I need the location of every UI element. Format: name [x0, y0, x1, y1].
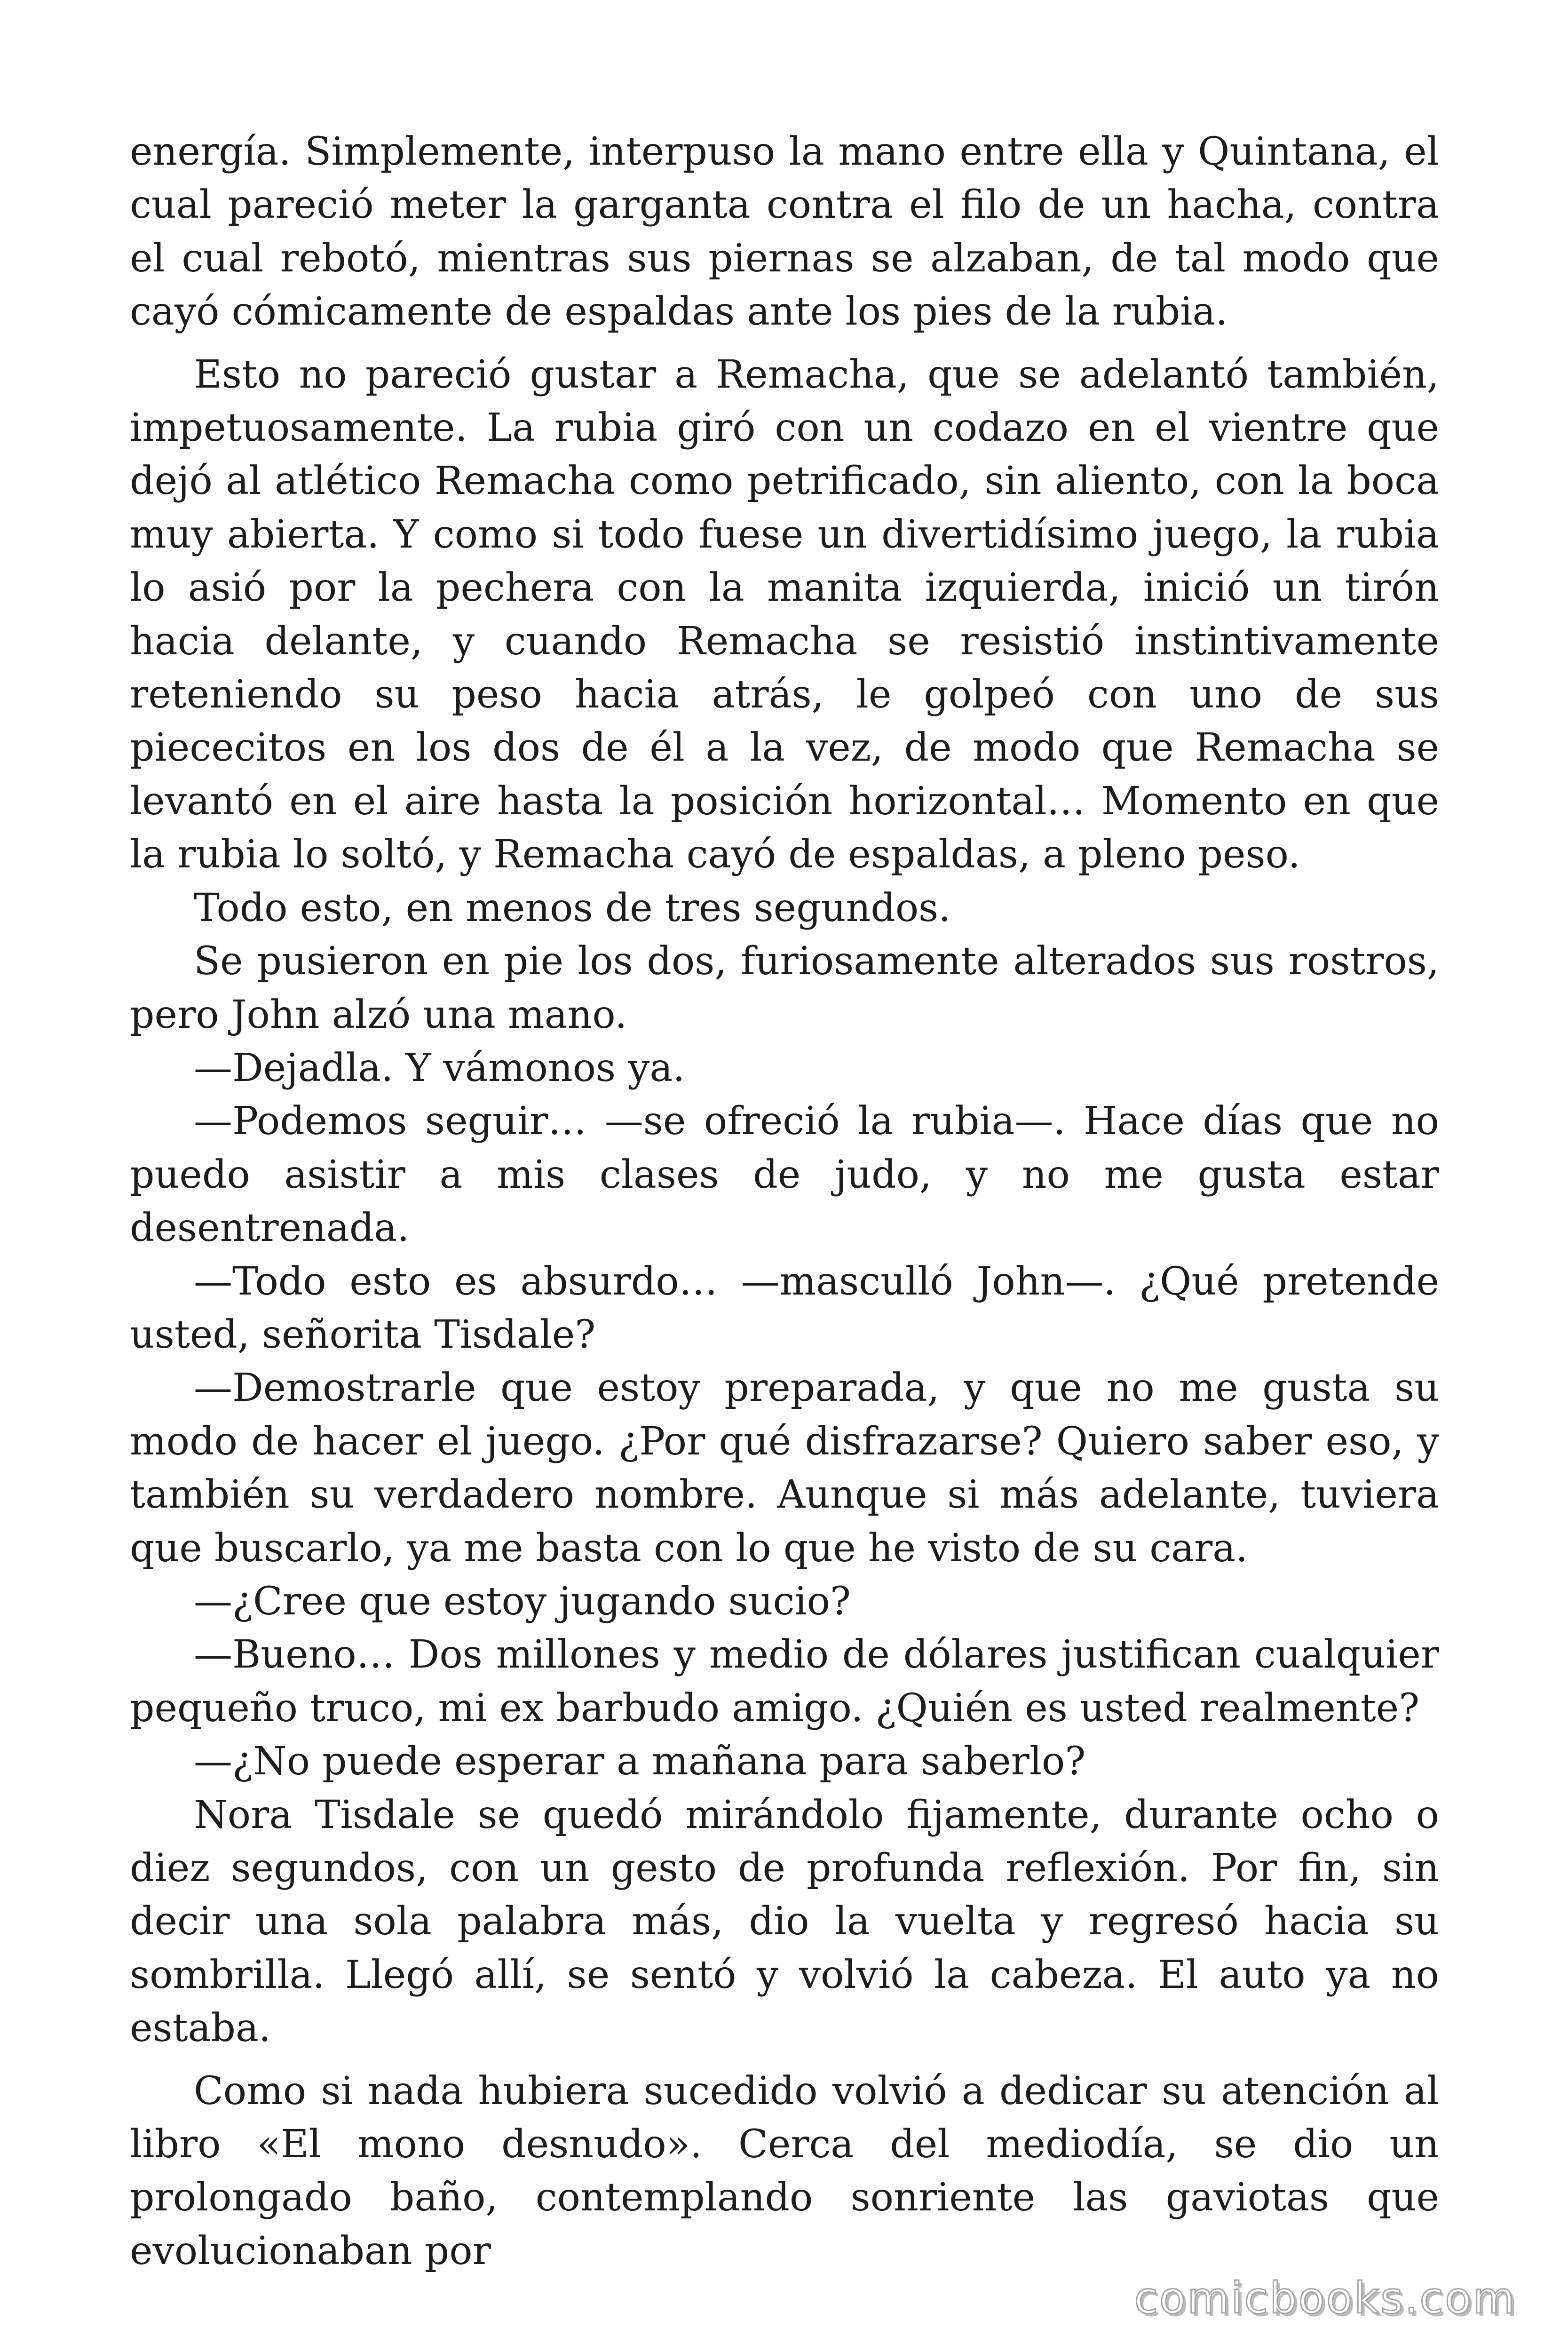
- paragraph: Se pusieron en pie los dos, furiosamente alterados sus rostros, pero John alzó una mano.: [130, 939, 1439, 1037]
- paragraph: Como si nada hubiera sucedido volvió a dedicar su atención al libro «El mono desnudo». Cerca del mediodía, se dio un prolongado baño, contemplando sonriente las gaviotas que evolucionaban por: [130, 2068, 1439, 2273]
- page-body: [130, 125, 1439, 2278]
- dialogue-line: —¿No puede esperar a mañana para saberlo?: [194, 1739, 1086, 1784]
- paragraph: energía. Simplemente, interpuso la mano entre ella y Quintana, el cual pareció meter la garganta contra el filo de un hacha, contra el cual rebotó, mientras sus piernas se alzaban, de tal modo que cayó cómicamente de espaldas ante los pies de la rubia.: [130, 129, 1439, 334]
- dialogue-line: —Todo esto es absurdo… —masculló John—. ¿Qué pretende usted, señorita Tisdale?: [130, 1259, 1439, 1357]
- paragraph: Nora Tisdale se quedó mirándolo fijamente, durante ocho o diez segundos, con un gesto de profunda reflexión. Por fin, sin decir una sola palabra más, dio la vuelta y regresó hacia su sombrilla. Llegó allí, se sentó y volvió la cabeza. El auto ya no estaba.: [130, 1792, 1439, 2051]
- dialogue-line: —Bueno… Dos millones y medio de dólares justifican cualquier pequeño truco, mi ex barbudo amigo. ¿Quién es usted realmente?: [130, 1632, 1439, 1731]
- dialogue-line: —Dejadla. Y vámonos ya.: [194, 1045, 685, 1090]
- paragraph: Esto no pareció gustar a Remacha, que se adelantó también, impetuosamente. La rubia giró con un codazo en el vientre que dejó al atlético Remacha como petrificado, sin aliento, con la boca muy abierta. Y como si todo fuese un divertidísimo juego, la rubia lo asió por la pechera con la manita izquierda, inició un tirón hacia delante, y cuando Remacha se resistió instintivamente reteniendo su peso hacia atrás, le golpeó con uno de sus piececitos en los dos de él a la vez, de modo que Remacha se levantó en el aire hasta la posición horizontal… Momento en que la rubia lo soltó, y Remacha cayó de espaldas, a pleno peso.: [130, 352, 1439, 877]
- dialogue-line: —Demostrarle que estoy preparada, y que no me gusta su modo de hacer el juego. ¿Por qué disfrazarse? Quiero saber eso, y también su verdadero nombre. Aunque si más adelante, tuviera que buscarlo, ya me basta con lo que he visto de su cara.: [130, 1366, 1439, 1571]
- dialogue-line: —Podemos seguir… —se ofreció la rubia—. Hace días que no puedo asistir a mis clases de judo, y no me gusta estar desentrenada.: [130, 1099, 1439, 1251]
- dialogue-line: —¿Cree que estoy jugando sucio?: [194, 1579, 851, 1624]
- watermark: comicbooks.com: [1134, 2273, 1516, 2323]
- paragraph: Todo esto, en menos de tres segundos.: [194, 885, 951, 930]
